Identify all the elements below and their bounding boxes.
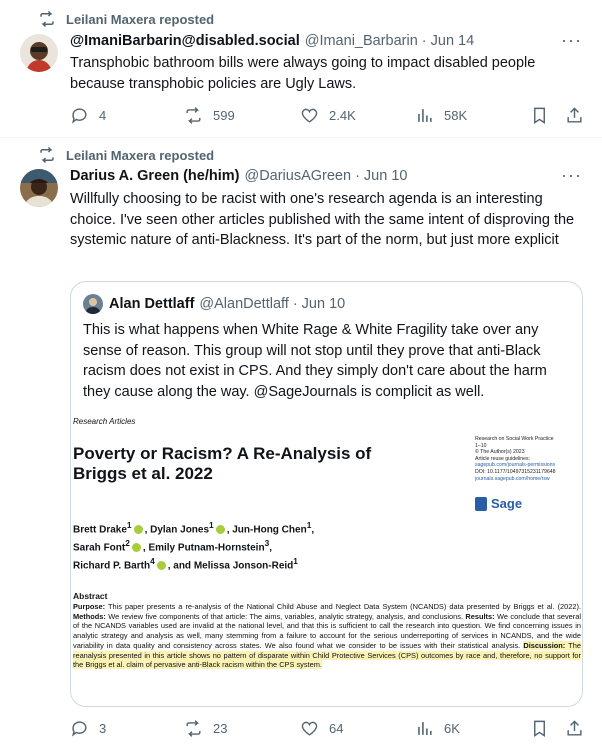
repost-count: 599	[213, 108, 235, 123]
share-icon	[565, 106, 584, 125]
like-button[interactable]	[300, 106, 356, 125]
repost-button[interactable]	[184, 106, 235, 125]
sage-icon	[475, 497, 487, 511]
quote-text: This is what happens when White Rage & White Fragility take over any sense of reason. This group will not stop until they prove that anti-Black racism does not exist in CPS. And they simply don't care about the harm they cause along the way. @SageJournals is complicit as well.	[83, 322, 547, 400]
bookmark-button[interactable]	[530, 719, 549, 738]
repost-context	[38, 10, 214, 28]
more-icon[interactable]: ···	[561, 30, 582, 50]
avatar[interactable]	[20, 169, 58, 207]
repost-button[interactable]	[184, 719, 227, 738]
share-icon	[565, 719, 584, 738]
orcid-icon	[216, 525, 225, 534]
repost-context	[38, 146, 214, 164]
abstract-text: Purpose: This paper presents a re-analysis of the National Child Abuse and Neglect Data System (NCANDS) data presented by Briggs et al. (2022). Methods: We review five components of that article: The aims, variables, analytic strategy, analysis, and conclusions. Results: We conclude that several of the NCANDS variables used are invalid at the national level, and that this is sufficient to call the research into question. We find concerning issues in analytic strategy and analysis as well, many stemming from a failure to account for the serious underreporting of services in NCANDS, and the wide variability in data quality and consistency across states. We also found what we consider to be issues with their statistical analysis. Discussion: The reanalysis presented in this article shows no pattern of disparate within Child Protective Services (CPS) outcomes by race and, therefore, no support for the Briggs et al. claim of pervasive anti-Black racism within the CPS system.	[73, 602, 582, 670]
heart-icon	[300, 106, 319, 125]
more-icon[interactable]: ···	[561, 165, 582, 185]
paper-image[interactable]	[71, 412, 582, 707]
orcid-icon	[134, 525, 143, 534]
quote-header: Alan Dettlaff @AlanDettlaff · Jun 10	[83, 294, 345, 314]
views-button[interactable]	[415, 719, 460, 738]
highlighted-discussion: Discussion: The reanalysis presented in this article shows no pattern of disparate within Child Protective Services (CPS) outcomes by race and, therefore, no support for the Briggs et al. claim of pervasive anti-Black racism within the CPS system.	[73, 640, 581, 670]
tweet-date[interactable]: Jun 10	[363, 168, 408, 184]
reply-icon	[70, 106, 89, 125]
quoted-tweet[interactable]	[70, 281, 583, 707]
reply-button[interactable]	[70, 106, 106, 125]
reply-count: 4	[99, 108, 107, 123]
share-button[interactable]	[565, 719, 584, 738]
paper-title: Poverty or Racism? A Re-Analysis of Briggs et al. 2022	[73, 444, 372, 483]
repost-icon	[184, 719, 203, 738]
bookmark-button[interactable]	[530, 106, 549, 125]
author-name[interactable]: Darius A. Green (he/him)	[70, 168, 240, 184]
paper-authors: Brett Drake$^1$ , Dylan Jones$^1$ , Jun-Hong Chen$^1$, Sarah Font$^2$ , Emily Putnam-Hornstein$^3$, Richard P. Barth$^4$ , and Melissa Jonson-Reid$^1$	[73, 520, 315, 571]
abstract-heading: Abstract	[73, 591, 108, 601]
paper-journal-info: Research on Social Work Practice 1–10 © The Author(s) 2023 Article reuse guidelines: sagepub.com/journals-permissions DOI: 10.1177/10497315231179648 journals.sagepub.com/home/rsw	[475, 436, 556, 482]
author-handle[interactable]: @DariusAGreen	[244, 168, 352, 184]
share-button[interactable]	[565, 106, 584, 125]
like-button[interactable]	[300, 719, 343, 738]
like-count: 2.4K	[329, 108, 356, 123]
reply-icon	[70, 719, 89, 738]
tweet-text: Transphobic bathroom bills were always going to impact disabled people because transphobic policies are Ugly Laws.	[70, 55, 536, 92]
tweet-actions	[70, 719, 590, 743]
views-icon	[415, 106, 434, 125]
tweet-actions	[70, 106, 590, 130]
tweet-text: Willfully choosing to be racist with one's research agenda is an interesting choice. I've seen other articles published with the same intent of disproving the systemic nature of anti-Blackness. It's part of the norm, but just more explicit	[70, 191, 575, 248]
repost-count: 23	[213, 721, 228, 736]
tweet-date[interactable]: Jun 14	[430, 33, 475, 49]
orcid-icon	[157, 561, 166, 570]
quote-date: Jun 10	[301, 296, 346, 312]
avatar	[83, 294, 103, 314]
bookmark-icon	[530, 106, 549, 125]
views-icon	[415, 719, 434, 738]
avatar[interactable]	[20, 34, 58, 72]
repost-icon	[184, 106, 203, 125]
paper-section: Research Articles	[73, 417, 136, 426]
orcid-icon	[132, 543, 141, 552]
views-button[interactable]	[415, 106, 467, 125]
repost-label[interactable]: Leilani Maxera reposted	[66, 11, 215, 27]
tweet-header: @ImaniBarbarin@disabled.social @Imani_Barbarin · Jun 14	[70, 33, 475, 49]
reply-button[interactable]	[70, 719, 106, 738]
tweet-header: Darius A. Green (he/him) @DariusAGreen · Jun 10	[70, 168, 408, 184]
author-handle[interactable]: @Imani_Barbarin	[304, 33, 418, 49]
heart-icon	[300, 719, 319, 738]
bookmark-icon	[530, 719, 549, 738]
like-count: 64	[329, 721, 344, 736]
author-name[interactable]: @ImaniBarbarin@disabled.social	[70, 33, 300, 49]
tweet-1[interactable]	[0, 0, 602, 137]
repost-icon	[38, 10, 56, 28]
sage-logo: Sage	[475, 496, 522, 511]
quote-author-name: Alan Dettlaff	[109, 296, 195, 312]
reply-count: 3	[99, 721, 107, 736]
repost-label[interactable]: Leilani Maxera reposted	[66, 147, 215, 163]
repost-icon	[38, 146, 56, 164]
views-count: 6K	[444, 721, 460, 736]
quote-author-handle: @AlanDettlaff	[199, 296, 289, 312]
views-count: 58K	[444, 108, 468, 123]
